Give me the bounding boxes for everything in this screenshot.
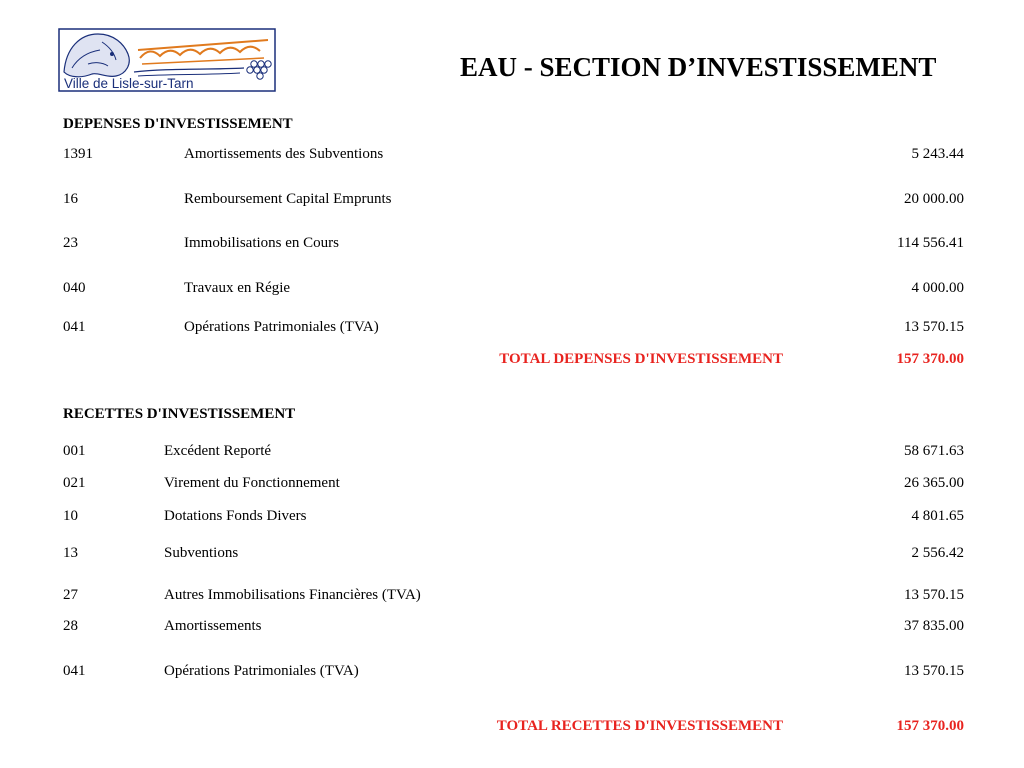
depenses-row (0, 146, 1024, 166)
account-label: Virement du Fonctionnement (164, 475, 340, 491)
account-code: 16 (63, 191, 78, 207)
account-amount: 13 570.15 (904, 319, 964, 335)
account-label: Amortissements (164, 618, 262, 634)
account-amount: 13 570.15 (904, 663, 964, 679)
depenses-row (0, 319, 1024, 339)
account-label: Opérations Patrimoniales (TVA) (184, 319, 379, 335)
account-code: 10 (63, 508, 78, 524)
depenses-total-label: TOTAL DEPENSES D'INVESTISSEMENT (499, 351, 783, 367)
account-code: 27 (63, 587, 78, 603)
account-code: 021 (63, 475, 86, 491)
depenses-row (0, 191, 1024, 211)
recettes-total-row (0, 718, 1024, 738)
account-label: Excédent Reporté (164, 443, 272, 459)
account-amount: 20 000.00 (904, 191, 964, 207)
account-label: Immobilisations en Cours (184, 235, 339, 251)
recettes-row (0, 587, 1024, 607)
account-amount: 58 671.63 (904, 443, 964, 459)
account-code: 13 (63, 545, 78, 561)
account-label: Opérations Patrimoniales (TVA) (164, 663, 359, 679)
account-amount: 37 835.00 (904, 618, 964, 634)
depenses-row (0, 235, 1024, 255)
account-code: 041 (63, 663, 86, 679)
depenses-total-amount: 157 370.00 (896, 351, 964, 367)
depenses-total-row (0, 351, 1024, 371)
recettes-total-label: TOTAL RECETTES D'INVESTISSEMENT (496, 718, 783, 734)
account-label: Remboursement Capital Emprunts (184, 191, 392, 207)
account-label: Travaux en Régie (184, 280, 291, 296)
recettes-row (0, 618, 1024, 638)
account-code: 001 (63, 443, 86, 459)
recettes-row (0, 475, 1024, 495)
account-code: 041 (63, 319, 86, 335)
account-code: 1391 (63, 146, 93, 162)
account-label: Autres Immobilisations Financières (TVA) (164, 587, 421, 603)
recettes-row (0, 663, 1024, 683)
recettes-heading: RECETTES D'INVESTISSEMENT (63, 406, 296, 422)
depenses-row (0, 280, 1024, 300)
account-code: 040 (63, 280, 86, 296)
account-code: 23 (63, 235, 78, 251)
account-code: 28 (63, 618, 78, 634)
recettes-row (0, 443, 1024, 463)
account-amount: 26 365.00 (904, 475, 964, 491)
logo-text: Ville de Lisle-sur-Tarn (64, 76, 194, 91)
account-label: Subventions (164, 545, 239, 561)
page-title: EAU - SECTION D’INVESTISSEMENT (460, 52, 937, 82)
recettes-row (0, 508, 1024, 528)
account-amount: 5 243.44 (911, 146, 964, 162)
account-amount: 13 570.15 (904, 587, 964, 603)
recettes-total-amount: 157 370.00 (896, 718, 964, 734)
city-logo-graphic (58, 28, 276, 92)
account-amount: 114 556.41 (897, 235, 964, 251)
account-label: Dotations Fonds Divers (164, 508, 307, 524)
depenses-heading: DEPENSES D'INVESTISSEMENT (63, 116, 293, 132)
city-logo (58, 28, 276, 92)
account-label: Amortissements des Subventions (184, 146, 384, 162)
account-amount: 2 556.42 (911, 545, 964, 561)
account-amount: 4 000.00 (911, 280, 964, 296)
account-amount: 4 801.65 (911, 508, 964, 524)
recettes-row (0, 545, 1024, 565)
